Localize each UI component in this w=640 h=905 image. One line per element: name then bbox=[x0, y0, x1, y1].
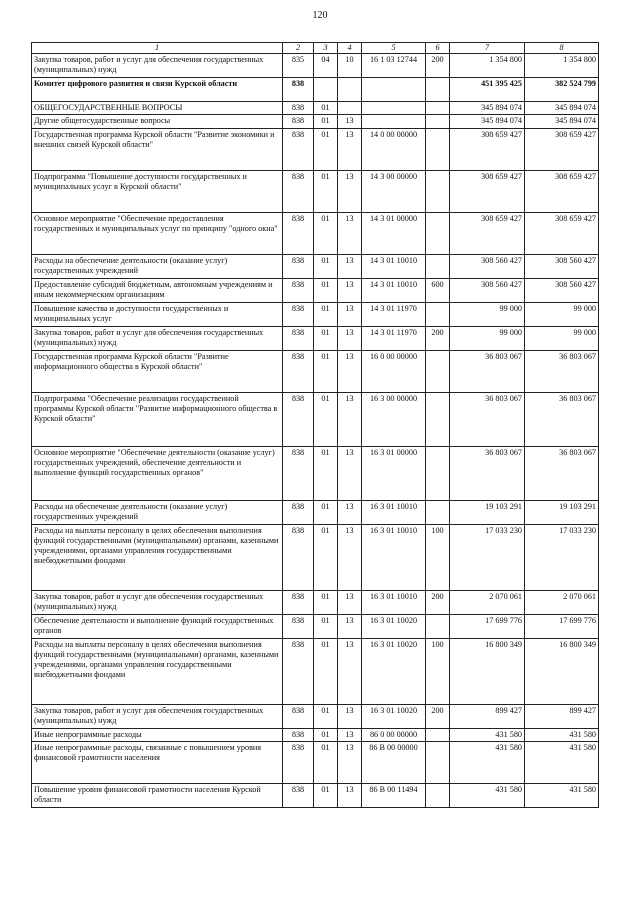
expense-type-cell bbox=[426, 212, 450, 254]
amount-year1-cell: 1 354 800 bbox=[450, 54, 525, 78]
expense-name-cell: Подпрограмма "Повышение доступности государственных и муниципальных услуг в Курской области" bbox=[32, 170, 283, 212]
ministry-code-cell: 838 bbox=[283, 638, 314, 704]
section-code-cell: 01 bbox=[314, 254, 338, 278]
table-row bbox=[32, 102, 599, 115]
header-cell: 3 bbox=[314, 43, 338, 54]
amount-year1-cell: 345 894 074 bbox=[450, 102, 525, 115]
target-article-cell: 14 3 01 10010 bbox=[362, 254, 426, 278]
expense-type-cell bbox=[426, 446, 450, 500]
expense-name-cell: Иные непрограммные расходы, связанные с повышением уровня финансовой грамотности населения bbox=[32, 741, 283, 783]
subsection-code-cell: 13 bbox=[338, 446, 362, 500]
expense-type-cell: 200 bbox=[426, 326, 450, 350]
amount-year2-cell: 308 659 427 bbox=[525, 170, 599, 212]
subsection-code-cell: 13 bbox=[338, 278, 362, 302]
ministry-code-cell: 838 bbox=[283, 446, 314, 500]
amount-year2-cell: 36 803 067 bbox=[525, 350, 599, 392]
expense-name-cell: Государственная программа Курской области "Развитие информационного общества в Курской области" bbox=[32, 350, 283, 392]
expense-type-cell: 100 bbox=[426, 524, 450, 590]
amount-year2-cell: 308 659 427 bbox=[525, 212, 599, 254]
table-row bbox=[32, 254, 599, 278]
expense-name-cell: Государственная программа Курской области "Развитие экономики и внешних связей Курской области" bbox=[32, 128, 283, 170]
target-article-cell: 16 3 01 10010 bbox=[362, 500, 426, 524]
target-article-cell: 14 0 00 00000 bbox=[362, 128, 426, 170]
subsection-code-cell: 13 bbox=[338, 500, 362, 524]
expense-type-cell: 100 bbox=[426, 638, 450, 704]
target-article-cell: 16 0 00 00000 bbox=[362, 350, 426, 392]
ministry-code-cell: 838 bbox=[283, 614, 314, 638]
section-code-cell: 01 bbox=[314, 638, 338, 704]
subsection-code-cell: 13 bbox=[338, 170, 362, 212]
subsection-code-cell: 13 bbox=[338, 704, 362, 728]
expense-type-cell bbox=[426, 741, 450, 783]
amount-year1-cell: 19 103 291 bbox=[450, 500, 525, 524]
expense-type-cell bbox=[426, 728, 450, 741]
expense-type-cell bbox=[426, 102, 450, 115]
subsection-code-cell: 13 bbox=[338, 326, 362, 350]
table-row bbox=[32, 170, 599, 212]
expense-name-cell: Расходы на обеспечение деятельности (оказание услуг) государственных учреждений bbox=[32, 254, 283, 278]
expense-type-cell: 200 bbox=[426, 590, 450, 614]
section-code-cell: 01 bbox=[314, 302, 338, 326]
ministry-code-cell: 838 bbox=[283, 78, 314, 102]
amount-year2-cell: 431 580 bbox=[525, 728, 599, 741]
expense-type-cell bbox=[426, 254, 450, 278]
expense-name-cell: Закупка товаров, работ и услуг для обеспечения государственных (муниципальных) нужд bbox=[32, 54, 283, 78]
subsection-code-cell: 13 bbox=[338, 524, 362, 590]
amount-year2-cell: 382 524 799 bbox=[525, 78, 599, 102]
subsection-code-cell bbox=[338, 78, 362, 102]
target-article-cell: 14 3 01 00000 bbox=[362, 212, 426, 254]
amount-year2-cell: 308 659 427 bbox=[525, 128, 599, 170]
section-code-cell: 01 bbox=[314, 212, 338, 254]
amount-year1-cell: 431 580 bbox=[450, 783, 525, 807]
amount-year1-cell: 17 699 776 bbox=[450, 614, 525, 638]
amount-year2-cell: 36 803 067 bbox=[525, 446, 599, 500]
target-article-cell: 16 3 01 10010 bbox=[362, 524, 426, 590]
target-article-cell bbox=[362, 102, 426, 115]
expense-type-cell bbox=[426, 614, 450, 638]
amount-year1-cell: 899 427 bbox=[450, 704, 525, 728]
expense-name-cell: Подпрограмма "Обеспечение реализации государственной программы Курской области "Развитие информационного общества в Курской области" bbox=[32, 392, 283, 446]
header-cell: 1 bbox=[32, 43, 283, 54]
expense-name-cell: Расходы на обеспечение деятельности (оказание услуг) государственных учреждений bbox=[32, 500, 283, 524]
target-article-cell: 86 В 00 00000 bbox=[362, 741, 426, 783]
ministry-code-cell: 838 bbox=[283, 350, 314, 392]
table-row bbox=[32, 728, 599, 741]
amount-year2-cell: 431 580 bbox=[525, 783, 599, 807]
ministry-code-cell: 838 bbox=[283, 741, 314, 783]
table-row bbox=[32, 350, 599, 392]
table-body bbox=[32, 54, 599, 808]
target-article-cell: 14 3 01 11970 bbox=[362, 326, 426, 350]
section-code-cell: 01 bbox=[314, 115, 338, 128]
header-cell: 6 bbox=[426, 43, 450, 54]
amount-year2-cell: 19 103 291 bbox=[525, 500, 599, 524]
amount-year1-cell: 36 803 067 bbox=[450, 446, 525, 500]
section-code-cell: 01 bbox=[314, 590, 338, 614]
subsection-code-cell: 10 bbox=[338, 54, 362, 78]
amount-year2-cell: 899 427 bbox=[525, 704, 599, 728]
amount-year1-cell: 99 000 bbox=[450, 302, 525, 326]
expense-name-cell: Комитет цифрового развития и связи Курской области bbox=[32, 78, 283, 102]
target-article-cell: 16 3 01 00000 bbox=[362, 446, 426, 500]
table-row bbox=[32, 326, 599, 350]
target-article-cell: 86 0 00 00000 bbox=[362, 728, 426, 741]
target-article-cell: 14 3 00 00000 bbox=[362, 170, 426, 212]
header-cell: 4 bbox=[338, 43, 362, 54]
table-row bbox=[32, 54, 599, 78]
subsection-code-cell: 13 bbox=[338, 590, 362, 614]
amount-year2-cell: 36 803 067 bbox=[525, 392, 599, 446]
header-cell: 2 bbox=[283, 43, 314, 54]
amount-year1-cell: 431 580 bbox=[450, 741, 525, 783]
ministry-code-cell: 838 bbox=[283, 302, 314, 326]
expense-type-cell bbox=[426, 128, 450, 170]
amount-year1-cell: 308 560 427 bbox=[450, 278, 525, 302]
target-article-cell bbox=[362, 78, 426, 102]
amount-year1-cell: 36 803 067 bbox=[450, 350, 525, 392]
amount-year1-cell: 308 659 427 bbox=[450, 170, 525, 212]
amount-year1-cell: 345 894 074 bbox=[450, 115, 525, 128]
target-article-cell: 86 В 00 11494 bbox=[362, 783, 426, 807]
expense-name-cell: Другие общегосударственные вопросы bbox=[32, 115, 283, 128]
subsection-code-cell: 13 bbox=[338, 254, 362, 278]
target-article-cell: 16 3 01 10020 bbox=[362, 704, 426, 728]
section-code-cell: 01 bbox=[314, 741, 338, 783]
table-row bbox=[32, 446, 599, 500]
table-row bbox=[32, 614, 599, 638]
expense-name-cell: Закупка товаров, работ и услуг для обеспечения государственных (муниципальных) нужд bbox=[32, 326, 283, 350]
expense-type-cell: 200 bbox=[426, 54, 450, 78]
section-code-cell: 01 bbox=[314, 446, 338, 500]
ministry-code-cell: 835 bbox=[283, 54, 314, 78]
amount-year2-cell: 2 070 061 bbox=[525, 590, 599, 614]
section-code-cell: 01 bbox=[314, 350, 338, 392]
target-article-cell: 16 3 01 10020 bbox=[362, 638, 426, 704]
amount-year2-cell: 1 354 800 bbox=[525, 54, 599, 78]
table-row bbox=[32, 128, 599, 170]
section-code-cell: 01 bbox=[314, 728, 338, 741]
section-code-cell: 01 bbox=[314, 392, 338, 446]
header-cell: 5 bbox=[362, 43, 426, 54]
subsection-code-cell: 13 bbox=[338, 638, 362, 704]
section-code-cell: 04 bbox=[314, 54, 338, 78]
ministry-code-cell: 838 bbox=[283, 278, 314, 302]
table-row bbox=[32, 741, 599, 783]
table-header-row bbox=[32, 43, 599, 54]
expense-type-cell bbox=[426, 783, 450, 807]
ministry-code-cell: 838 bbox=[283, 783, 314, 807]
table-row bbox=[32, 302, 599, 326]
ministry-code-cell: 838 bbox=[283, 170, 314, 212]
table-row bbox=[32, 524, 599, 590]
section-code-cell bbox=[314, 78, 338, 102]
ministry-code-cell: 838 bbox=[283, 392, 314, 446]
ministry-code-cell: 838 bbox=[283, 326, 314, 350]
table-row bbox=[32, 212, 599, 254]
subsection-code-cell: 13 bbox=[338, 728, 362, 741]
ministry-code-cell: 838 bbox=[283, 212, 314, 254]
expense-name-cell: Иные непрограммные расходы bbox=[32, 728, 283, 741]
expense-name-cell: ОБЩЕГОСУДАРСТВЕННЫЕ ВОПРОСЫ bbox=[32, 102, 283, 115]
amount-year2-cell: 99 000 bbox=[525, 302, 599, 326]
subsection-code-cell: 13 bbox=[338, 741, 362, 783]
target-article-cell: 16 3 00 00000 bbox=[362, 392, 426, 446]
subsection-code-cell: 13 bbox=[338, 128, 362, 170]
amount-year1-cell: 451 395 425 bbox=[450, 78, 525, 102]
amount-year2-cell: 345 894 074 bbox=[525, 102, 599, 115]
target-article-cell: 16 3 01 10010 bbox=[362, 590, 426, 614]
amount-year2-cell: 99 000 bbox=[525, 326, 599, 350]
expense-name-cell: Основное мероприятие "Обеспечение деятельности (оказание услуг) государственных учреждений, обеспечение деятельности и выполнение функций государственных органов" bbox=[32, 446, 283, 500]
amount-year2-cell: 17 699 776 bbox=[525, 614, 599, 638]
expense-name-cell: Повышение уровня финансовой грамотности населения Курской области bbox=[32, 783, 283, 807]
target-article-cell: 14 3 01 11970 bbox=[362, 302, 426, 326]
target-article-cell: 14 3 01 10010 bbox=[362, 278, 426, 302]
table-row bbox=[32, 783, 599, 807]
expense-name-cell: Закупка товаров, работ и услуг для обеспечения государственных (муниципальных) нужд bbox=[32, 704, 283, 728]
amount-year1-cell: 36 803 067 bbox=[450, 392, 525, 446]
expense-name-cell: Повышение качества и доступности государственных и муниципальных услуг bbox=[32, 302, 283, 326]
section-code-cell: 01 bbox=[314, 500, 338, 524]
subsection-code-cell: 13 bbox=[338, 783, 362, 807]
subsection-code-cell bbox=[338, 102, 362, 115]
amount-year2-cell: 308 560 427 bbox=[525, 254, 599, 278]
section-code-cell: 01 bbox=[314, 704, 338, 728]
section-code-cell: 01 bbox=[314, 614, 338, 638]
header-cell: 8 bbox=[525, 43, 599, 54]
ministry-code-cell: 838 bbox=[283, 728, 314, 741]
table-row bbox=[32, 590, 599, 614]
section-code-cell: 01 bbox=[314, 128, 338, 170]
target-article-cell: 16 1 03 12744 bbox=[362, 54, 426, 78]
section-code-cell: 01 bbox=[314, 278, 338, 302]
expense-type-cell bbox=[426, 350, 450, 392]
section-code-cell: 01 bbox=[314, 783, 338, 807]
amount-year1-cell: 17 033 230 bbox=[450, 524, 525, 590]
amount-year1-cell: 308 560 427 bbox=[450, 254, 525, 278]
ministry-code-cell: 838 bbox=[283, 128, 314, 170]
ministry-code-cell: 838 bbox=[283, 704, 314, 728]
expense-name-cell: Расходы на выплаты персоналу в целях обеспечения выполнения функций государственными (муниципальными) органами, казенными учреждениями, органами управления государственными внебюджетными фондами bbox=[32, 524, 283, 590]
expense-name-cell: Основное мероприятие "Обеспечение предоставления государственных и муниципальных услуг по принципу "одного окна" bbox=[32, 212, 283, 254]
amount-year2-cell: 345 894 074 bbox=[525, 115, 599, 128]
expense-type-cell bbox=[426, 115, 450, 128]
table-row bbox=[32, 638, 599, 704]
amount-year2-cell: 17 033 230 bbox=[525, 524, 599, 590]
ministry-code-cell: 838 bbox=[283, 254, 314, 278]
expense-type-cell: 200 bbox=[426, 704, 450, 728]
ministry-code-cell: 838 bbox=[283, 115, 314, 128]
expense-type-cell bbox=[426, 392, 450, 446]
expense-type-cell bbox=[426, 500, 450, 524]
subsection-code-cell: 13 bbox=[338, 302, 362, 326]
expense-name-cell: Закупка товаров, работ и услуг для обеспечения государственных (муниципальных) нужд bbox=[32, 590, 283, 614]
amount-year2-cell: 431 580 bbox=[525, 741, 599, 783]
amount-year2-cell: 16 800 349 bbox=[525, 638, 599, 704]
ministry-code-cell: 838 bbox=[283, 500, 314, 524]
budget-table bbox=[31, 42, 599, 808]
target-article-cell: 16 3 01 10020 bbox=[362, 614, 426, 638]
expense-name-cell: Обеспечение деятельности и выполнение функций государственных органов bbox=[32, 614, 283, 638]
expense-name-cell: Расходы на выплаты персоналу в целях обеспечения выполнения функций государственными (муниципальными) органами, казенными учреждениями, органами управления государственными внебюджетными фондами bbox=[32, 638, 283, 704]
subsection-code-cell: 13 bbox=[338, 350, 362, 392]
ministry-code-cell: 838 bbox=[283, 102, 314, 115]
section-code-cell: 01 bbox=[314, 170, 338, 212]
amount-year2-cell: 308 560 427 bbox=[525, 278, 599, 302]
table-row bbox=[32, 115, 599, 128]
table-row bbox=[32, 78, 599, 102]
section-code-cell: 01 bbox=[314, 326, 338, 350]
amount-year1-cell: 16 800 349 bbox=[450, 638, 525, 704]
table-row bbox=[32, 704, 599, 728]
subsection-code-cell: 13 bbox=[338, 392, 362, 446]
ministry-code-cell: 838 bbox=[283, 524, 314, 590]
expense-name-cell: Предоставление субсидий бюджетным, автономным учреждениям и иным некоммерческим организациям bbox=[32, 278, 283, 302]
expense-type-cell bbox=[426, 170, 450, 212]
amount-year1-cell: 2 070 061 bbox=[450, 590, 525, 614]
amount-year1-cell: 308 659 427 bbox=[450, 128, 525, 170]
table-row bbox=[32, 500, 599, 524]
expense-type-cell bbox=[426, 78, 450, 102]
amount-year1-cell: 308 659 427 bbox=[450, 212, 525, 254]
section-code-cell: 01 bbox=[314, 524, 338, 590]
ministry-code-cell: 838 bbox=[283, 590, 314, 614]
amount-year1-cell: 99 000 bbox=[450, 326, 525, 350]
header-cell: 7 bbox=[450, 43, 525, 54]
expense-type-cell bbox=[426, 302, 450, 326]
table-row bbox=[32, 278, 599, 302]
section-code-cell: 01 bbox=[314, 102, 338, 115]
subsection-code-cell: 13 bbox=[338, 212, 362, 254]
expense-type-cell: 600 bbox=[426, 278, 450, 302]
table-row bbox=[32, 392, 599, 446]
subsection-code-cell: 13 bbox=[338, 115, 362, 128]
subsection-code-cell: 13 bbox=[338, 614, 362, 638]
page-number: 120 bbox=[312, 10, 328, 21]
amount-year1-cell: 431 580 bbox=[450, 728, 525, 741]
target-article-cell bbox=[362, 115, 426, 128]
